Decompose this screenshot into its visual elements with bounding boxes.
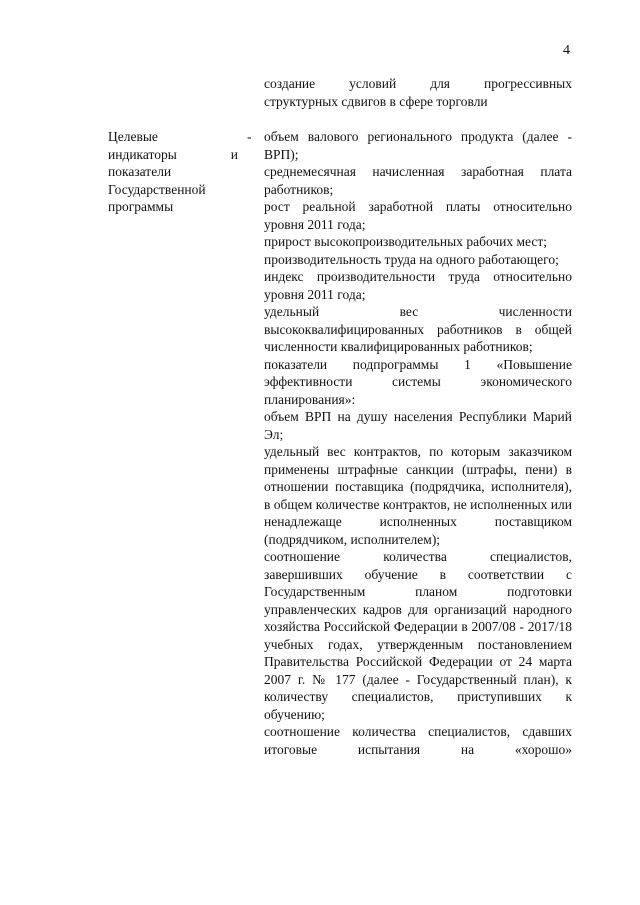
indicator-paragraph: удельный вес численности высококвалифицированных работников в общей численности квалифицированных работников; [264,304,572,354]
indicator-paragraph: объем валового регионального продукта (далее - ВРП); [264,129,572,162]
indicator-paragraph: соотношение количества специалистов, сдавших итоговые испытания на «хорошо» [264,724,572,757]
label-dash: - [247,129,252,144]
intro-line-1 [264,75,572,93]
intro-word: условий [349,76,397,91]
indicator-paragraph: прирост высокопроизводительных рабочих мест; [264,234,547,249]
label-line: Целевые [108,129,158,144]
label-word: и [230,146,238,162]
intro-word: создание [264,76,316,91]
section-label [108,128,238,216]
label-line [108,146,238,164]
indicator-paragraph: индекс производительности труда относительно уровня 2011 года; [264,269,572,302]
indicator-paragraph: рост реальной заработной платы относительно уровня 2011 года; [264,199,572,232]
indicator-paragraph: среднемесячная начисленная заработная плата работников; [264,164,572,197]
intro-word: прогрессивных [484,76,572,91]
indicator-paragraph: соотношение количества специалистов, завершивших обучение в соответствии с Государственным планом подготовки управленческих кадров для организаций народного хозяйства Российской Федерации в 2007/08 - 2017/18 учебных годах, утвержденным постановлением Правительства Российской Федерации от 24 марта 2007 г. № 177 (далее - Государственный план), к количеству специалистов, приступивших к обучению; [264,549,572,722]
indicator-paragraph: удельный вес контрактов, по которым заказчиком применены штрафные санкции (штрафы, пени) в отношении поставщика (подрядчика, исполнителя), в общем количестве контрактов, не исполненных или ненадлежаще исполненных поставщиком (подрядчиком, исполнителем); [264,444,572,547]
intro-text [264,75,572,110]
label-word: индикаторы [108,146,177,162]
label-line: программы [108,199,174,214]
intro-line-2: структурных сдвигов в сфере торговли [264,93,488,109]
intro-word: для [430,76,451,91]
label-line: Государственной [108,181,206,197]
label-line: показатели [108,164,172,179]
indicator-paragraph: показатели подпрограммы 1 «Повышение эффективности системы экономического планирования»: [264,356,572,407]
indicator-list [264,128,572,758]
indicator-paragraph: производительность труда на одного работающего; [264,251,559,267]
indicator-paragraph: объем ВРП на душу населения Республики Марий Эл; [264,409,572,442]
page-number: 4 [563,43,570,58]
